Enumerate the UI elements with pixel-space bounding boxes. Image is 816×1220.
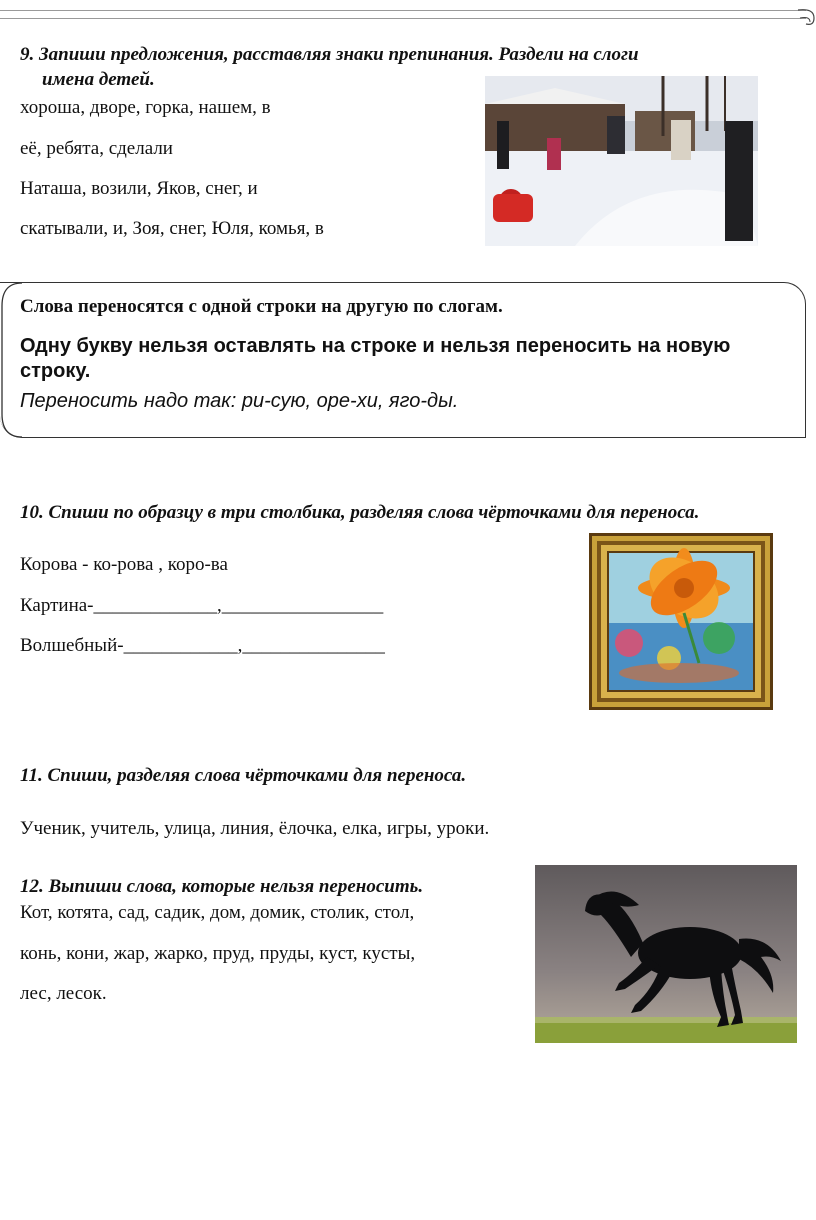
rule-example: Переносить надо так: ри-сую, оре-хи, яго-ды.: [20, 390, 459, 412]
exercise-12-line: Кот, котята, сад, садик, дом, домик, столик, стол,: [20, 902, 415, 923]
exercise-9-line: Наташа, возили, Яков, снег, и: [20, 178, 258, 199]
top-rule-line: [0, 18, 806, 19]
exercise-9-line: хороша, дворе, горка, нашем, в: [20, 97, 271, 118]
page-curl-decoration: [796, 0, 816, 30]
exercise-10-heading: 10. Спиши по образцу в три столбика, разделяя слова чёрточками для переноса.: [20, 502, 700, 523]
exercise-10-line: Картина-_____________,_________________: [20, 595, 384, 616]
winter-kids-photo: [485, 76, 758, 246]
exercise-10-sample: Корова - ко-рова , коро-ва: [20, 554, 228, 575]
framed-flower-picture: [589, 533, 773, 710]
exercise-9-heading-cont: имена детей.: [42, 69, 155, 90]
exercise-9-heading: 9. Запиши предложения, расставляя знаки препинания. Раздели на слоги: [20, 44, 639, 65]
top-rule-line: [0, 10, 806, 11]
rule-bold-text: Одну букву нельзя оставлять на строке и нельзя переносить на новую строку.: [20, 335, 731, 382]
exercise-9-line: её, ребята, сделали: [20, 138, 173, 159]
exercise-10-line: Волшебный-____________,_______________: [20, 635, 385, 656]
rule-title: Слова переносятся с одной строки на другую по слогам.: [20, 296, 503, 317]
exercise-12-line: лес, лесок.: [20, 983, 107, 1004]
exercise-12-line: конь, кони, жар, жарко, пруд, пруды, куст, кусты,: [20, 943, 416, 964]
exercise-9-line: скатывали, и, Зоя, снег, Юля, комья, в: [20, 218, 324, 239]
exercise-12-heading: 12. Выпиши слова, которые нельзя переносить.: [20, 876, 424, 897]
black-horse-photo: [535, 865, 797, 1043]
exercise-11-words: Ученик, учитель, улица, линия, ёлочка, елка, игры, уроки.: [20, 818, 490, 839]
exercise-11-heading: 11. Спиши, разделяя слова чёрточками для переноса.: [20, 765, 467, 786]
